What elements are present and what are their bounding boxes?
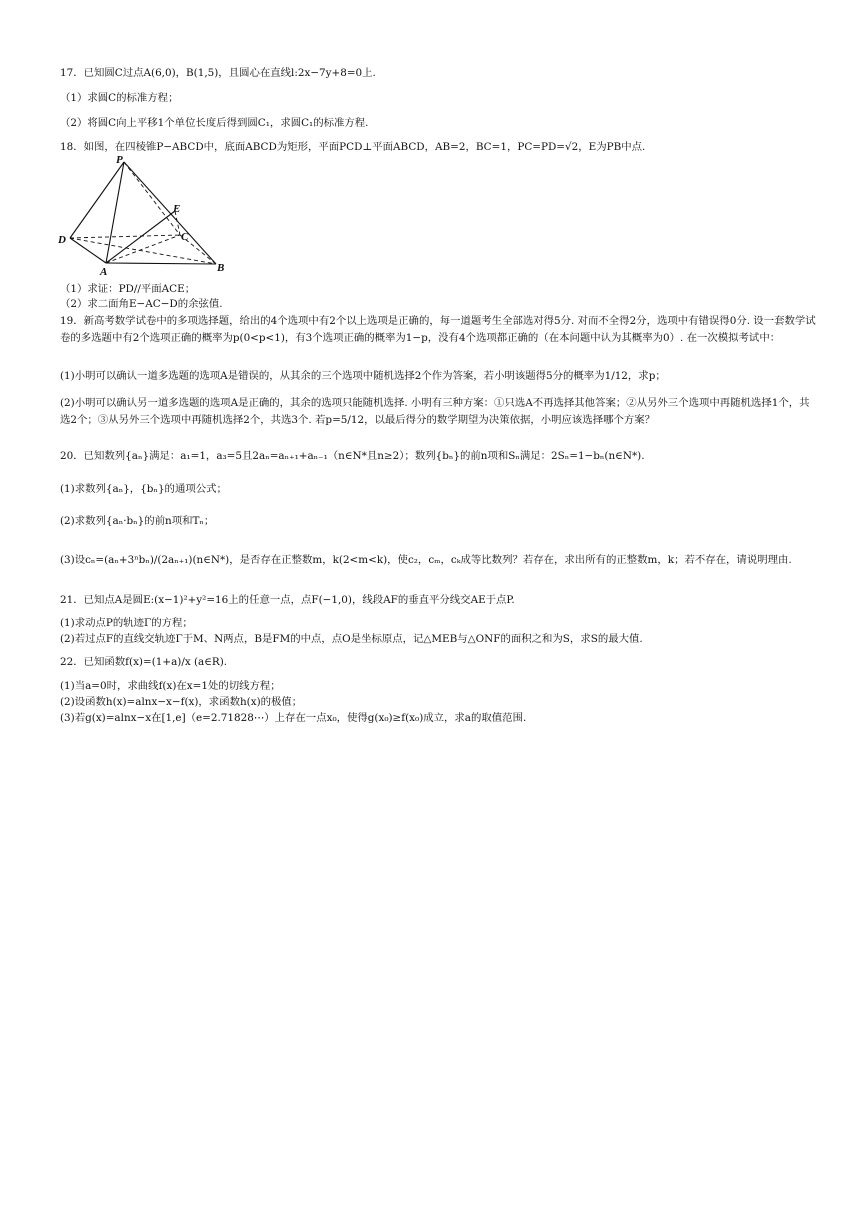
edge-pc-hidden <box>124 162 180 235</box>
q17-part2: （2）将圆C向上平移1个单位长度后得到圆C₁，求圆C₁的标准方程. <box>60 117 369 129</box>
q20-stem: 20．已知数列{aₙ}满足：a₁=1，a₃=5且2aₙ=aₙ₊₁+aₙ₋₁（n∈N*且n≥2）；数列{bₙ}的前n项和Sₙ满足：2Sₙ=1−bₙ(n∈N*). <box>60 450 645 462</box>
q18-part2: （2）求二面角E−AC−D的余弦值. <box>60 298 223 310</box>
segment-ac-hidden <box>106 235 180 263</box>
q17-stem: 17．已知圆C过点A(6,0)，B(1,5)，且圆心在直线l:2x−7y+8=0上. <box>60 67 376 79</box>
q20-part1: (1)求数列{aₙ}，{bₙ}的通项公式； <box>60 483 227 495</box>
q17-part1: （1）求圆C的标准方程； <box>60 92 179 104</box>
q22-part3: (3)若g(x)=alnx−x在[1,e]（e=2.71828⋯）上存在一点x₀，使得g(x₀)≥f(x₀)成立，求a的取值范围. <box>60 712 527 724</box>
edge-da <box>70 238 106 263</box>
label-c: C <box>181 231 189 243</box>
q21-part1: (1)求动点P的轨迹Γ的方程； <box>60 617 193 629</box>
label-d: D <box>58 234 66 246</box>
q18-stem: 18．如图，在四棱锥P−ABCD中，底面ABCD为矩形，平面PCD⊥平面ABCD，AB=2，BC=1，PC=PD=√2，E为PB中点. <box>60 141 646 153</box>
q20-part3: (3)设cₙ=(aₙ+3ⁿbₙ)/(2aₙ₊₁)(n∈N*)，是否存在正整数m，k(2<m<k)，使c₂，cₘ，cₖ成等比数列？若存在，求出所有的正整数m，k；若不存在，请说明理由. <box>60 554 792 566</box>
edge-pa <box>106 162 124 263</box>
edge-dc-hidden <box>70 235 180 238</box>
q22-stem: 22．已知函数f(x)=(1+a)/x (a∈R). <box>60 656 228 668</box>
label-a: A <box>100 266 108 278</box>
label-e: E <box>173 203 181 215</box>
q19-part1: (1)小明可以确认一道多选题的选项A是错误的，从其余的三个选项中随机选择2个作为答案，若小明该题得5分的概率为1/12，求p； <box>60 370 666 382</box>
pyramid-figure <box>58 154 228 278</box>
q19-stem: 19．新高考数学试卷中的多项选择题，给出的4个选项中有2个以上选项是正确的，每一道题考生全部选对得5分. 对而不全得2分，选项中有错误得0分. 设一套数学试卷的多选题中有2个选项正确的概率为p(0<p<1)，有3个选项正确的概率为1−p，没有4个选项都正确的（在本问题中认为其概率为0）. 在一次模拟考试中： <box>60 315 816 344</box>
q21-part2: (2)若过点F的直线交轨迹Γ于M、N两点，B是FM的中点，点O是坐标原点，记△MEB与△ONF的面积之和为S，求S的最大值. <box>60 633 643 645</box>
edge-ab <box>106 263 216 264</box>
segment-db-hidden <box>70 238 216 264</box>
edge-pb <box>124 162 216 264</box>
label-b: B <box>217 262 225 274</box>
segment-ae <box>106 211 175 263</box>
edge-pd <box>70 162 124 238</box>
label-p: P <box>116 154 123 166</box>
q21-stem: 21．已知点A是圆E:(x−1)²+y²=16上的任意一点，点F(−1,0)，线段AF的垂直平分线交AE于点P. <box>60 594 515 606</box>
q22-part2: (2)设函数h(x)=alnx−x−f(x)，求函数h(x)的极值； <box>60 696 303 708</box>
q18-part1: （1）求证：PD//平面ACE； <box>60 283 196 295</box>
q19-part2: (2)小明可以确认另一道多选题的选项A是正确的，其余的选项只能随机选择. 小明有三种方案：①只选A不再选择其他答案；②从另外三个选项中再随机选择1个，共选2个；③从另外三个选项中再随机选择2个，共选3个. 若p=5/12，以最后得分的数学期望为决策依据，小明应该选择哪个方案？ <box>60 397 810 426</box>
q20-part2: (2)求数列{aₙ·bₙ}的前n项和Tₙ； <box>60 515 215 527</box>
q22-part1: (1)当a=0时，求曲线f(x)在x=1处的切线方程； <box>60 680 281 692</box>
